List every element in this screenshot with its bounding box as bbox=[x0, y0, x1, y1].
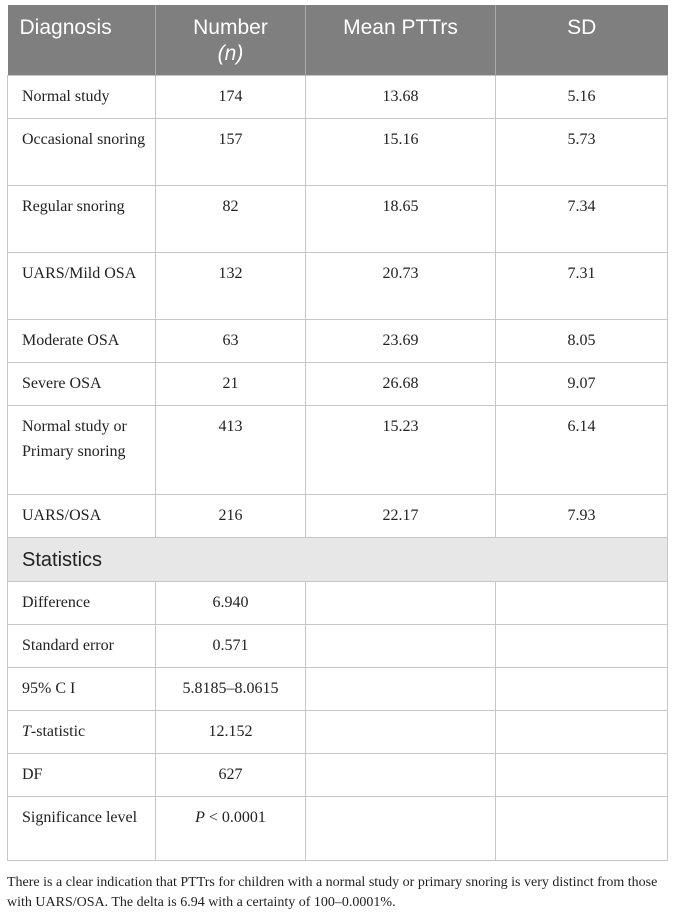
row-number: 21 bbox=[156, 363, 306, 406]
empty-cell bbox=[306, 754, 496, 797]
row-diagnosis: Severe OSA bbox=[8, 363, 156, 406]
empty-cell bbox=[496, 625, 668, 668]
table-header-row bbox=[8, 5, 668, 76]
row-sd: 5.73 bbox=[496, 119, 668, 186]
table-row bbox=[8, 320, 668, 363]
section-title: Statistics bbox=[8, 538, 668, 582]
table-footnote: There is a clear indication that PTTrs for children with a normal study or primary snoring is very distinct from those with UARS/OSA. The delta is 6.94 with a certainty of 100–0.0001%. bbox=[7, 875, 658, 910]
row-diagnosis: Moderate OSA bbox=[8, 320, 156, 363]
stat-value-italic: P bbox=[195, 809, 205, 826]
row-diagnosis: Normal study or Primary snoring bbox=[8, 406, 156, 495]
row-number: 82 bbox=[156, 186, 306, 253]
header-sd: SD bbox=[496, 5, 668, 76]
header-number-sub: (n) bbox=[217, 42, 244, 65]
row-number: 413 bbox=[156, 406, 306, 495]
header-diagnosis: Diagnosis bbox=[8, 5, 156, 76]
table-row bbox=[8, 119, 668, 186]
stat-value-text: < 0.0001 bbox=[204, 809, 266, 826]
row-mean: 18.65 bbox=[306, 186, 496, 253]
stats-row bbox=[8, 668, 668, 711]
stats-row bbox=[8, 754, 668, 797]
row-number: 174 bbox=[156, 76, 306, 119]
row-mean: 13.68 bbox=[306, 76, 496, 119]
empty-cell bbox=[306, 711, 496, 754]
row-mean: 15.23 bbox=[306, 406, 496, 495]
row-sd: 8.05 bbox=[496, 320, 668, 363]
stats-row bbox=[8, 797, 668, 861]
stat-label-text: -statistic bbox=[30, 723, 86, 740]
table-row bbox=[8, 406, 668, 495]
row-mean: 22.17 bbox=[306, 495, 496, 538]
data-table-container bbox=[7, 5, 667, 861]
row-mean: 23.69 bbox=[306, 320, 496, 363]
row-mean: 20.73 bbox=[306, 253, 496, 320]
empty-cell bbox=[496, 668, 668, 711]
header-mean: Mean PTTrs bbox=[306, 5, 496, 76]
stat-value bbox=[156, 797, 306, 861]
row-mean: 26.68 bbox=[306, 363, 496, 406]
diagnosis-table bbox=[7, 5, 668, 861]
stat-value: 12.152 bbox=[156, 711, 306, 754]
empty-cell bbox=[306, 625, 496, 668]
row-diagnosis: Occasional snoring bbox=[8, 119, 156, 186]
table-row bbox=[8, 76, 668, 119]
table-row bbox=[8, 186, 668, 253]
table-row bbox=[8, 363, 668, 406]
stat-value: 5.8185–8.0615 bbox=[156, 668, 306, 711]
header-number bbox=[156, 5, 306, 76]
stat-label: Significance level bbox=[8, 797, 156, 861]
row-sd: 6.14 bbox=[496, 406, 668, 495]
stat-value: 0.571 bbox=[156, 625, 306, 668]
stat-value: 627 bbox=[156, 754, 306, 797]
row-sd: 7.93 bbox=[496, 495, 668, 538]
empty-cell bbox=[496, 582, 668, 625]
row-diagnosis: Normal study bbox=[8, 76, 156, 119]
stats-row bbox=[8, 711, 668, 754]
row-number: 157 bbox=[156, 119, 306, 186]
stat-label: 95% C I bbox=[8, 668, 156, 711]
stat-label-italic: T bbox=[22, 723, 31, 740]
stats-row bbox=[8, 582, 668, 625]
table-row bbox=[8, 495, 668, 538]
row-sd: 7.31 bbox=[496, 253, 668, 320]
row-number: 63 bbox=[156, 320, 306, 363]
row-diagnosis: UARS/Mild OSA bbox=[8, 253, 156, 320]
row-diagnosis: UARS/OSA bbox=[8, 495, 156, 538]
section-header-row bbox=[8, 538, 668, 582]
row-number: 132 bbox=[156, 253, 306, 320]
empty-cell bbox=[496, 711, 668, 754]
empty-cell bbox=[306, 582, 496, 625]
row-sd: 5.16 bbox=[496, 76, 668, 119]
row-sd: 9.07 bbox=[496, 363, 668, 406]
empty-cell bbox=[496, 754, 668, 797]
stat-label: Difference bbox=[8, 582, 156, 625]
row-mean: 15.16 bbox=[306, 119, 496, 186]
stats-row bbox=[8, 625, 668, 668]
row-diagnosis: Regular snoring bbox=[8, 186, 156, 253]
table-row bbox=[8, 253, 668, 320]
stat-label: DF bbox=[8, 754, 156, 797]
stat-value: 6.940 bbox=[156, 582, 306, 625]
header-number-label: Number bbox=[193, 16, 268, 39]
empty-cell bbox=[496, 797, 668, 861]
row-sd: 7.34 bbox=[496, 186, 668, 253]
row-number: 216 bbox=[156, 495, 306, 538]
stat-label: Standard error bbox=[8, 625, 156, 668]
empty-cell bbox=[306, 668, 496, 711]
stat-label bbox=[8, 711, 156, 754]
empty-cell bbox=[306, 797, 496, 861]
